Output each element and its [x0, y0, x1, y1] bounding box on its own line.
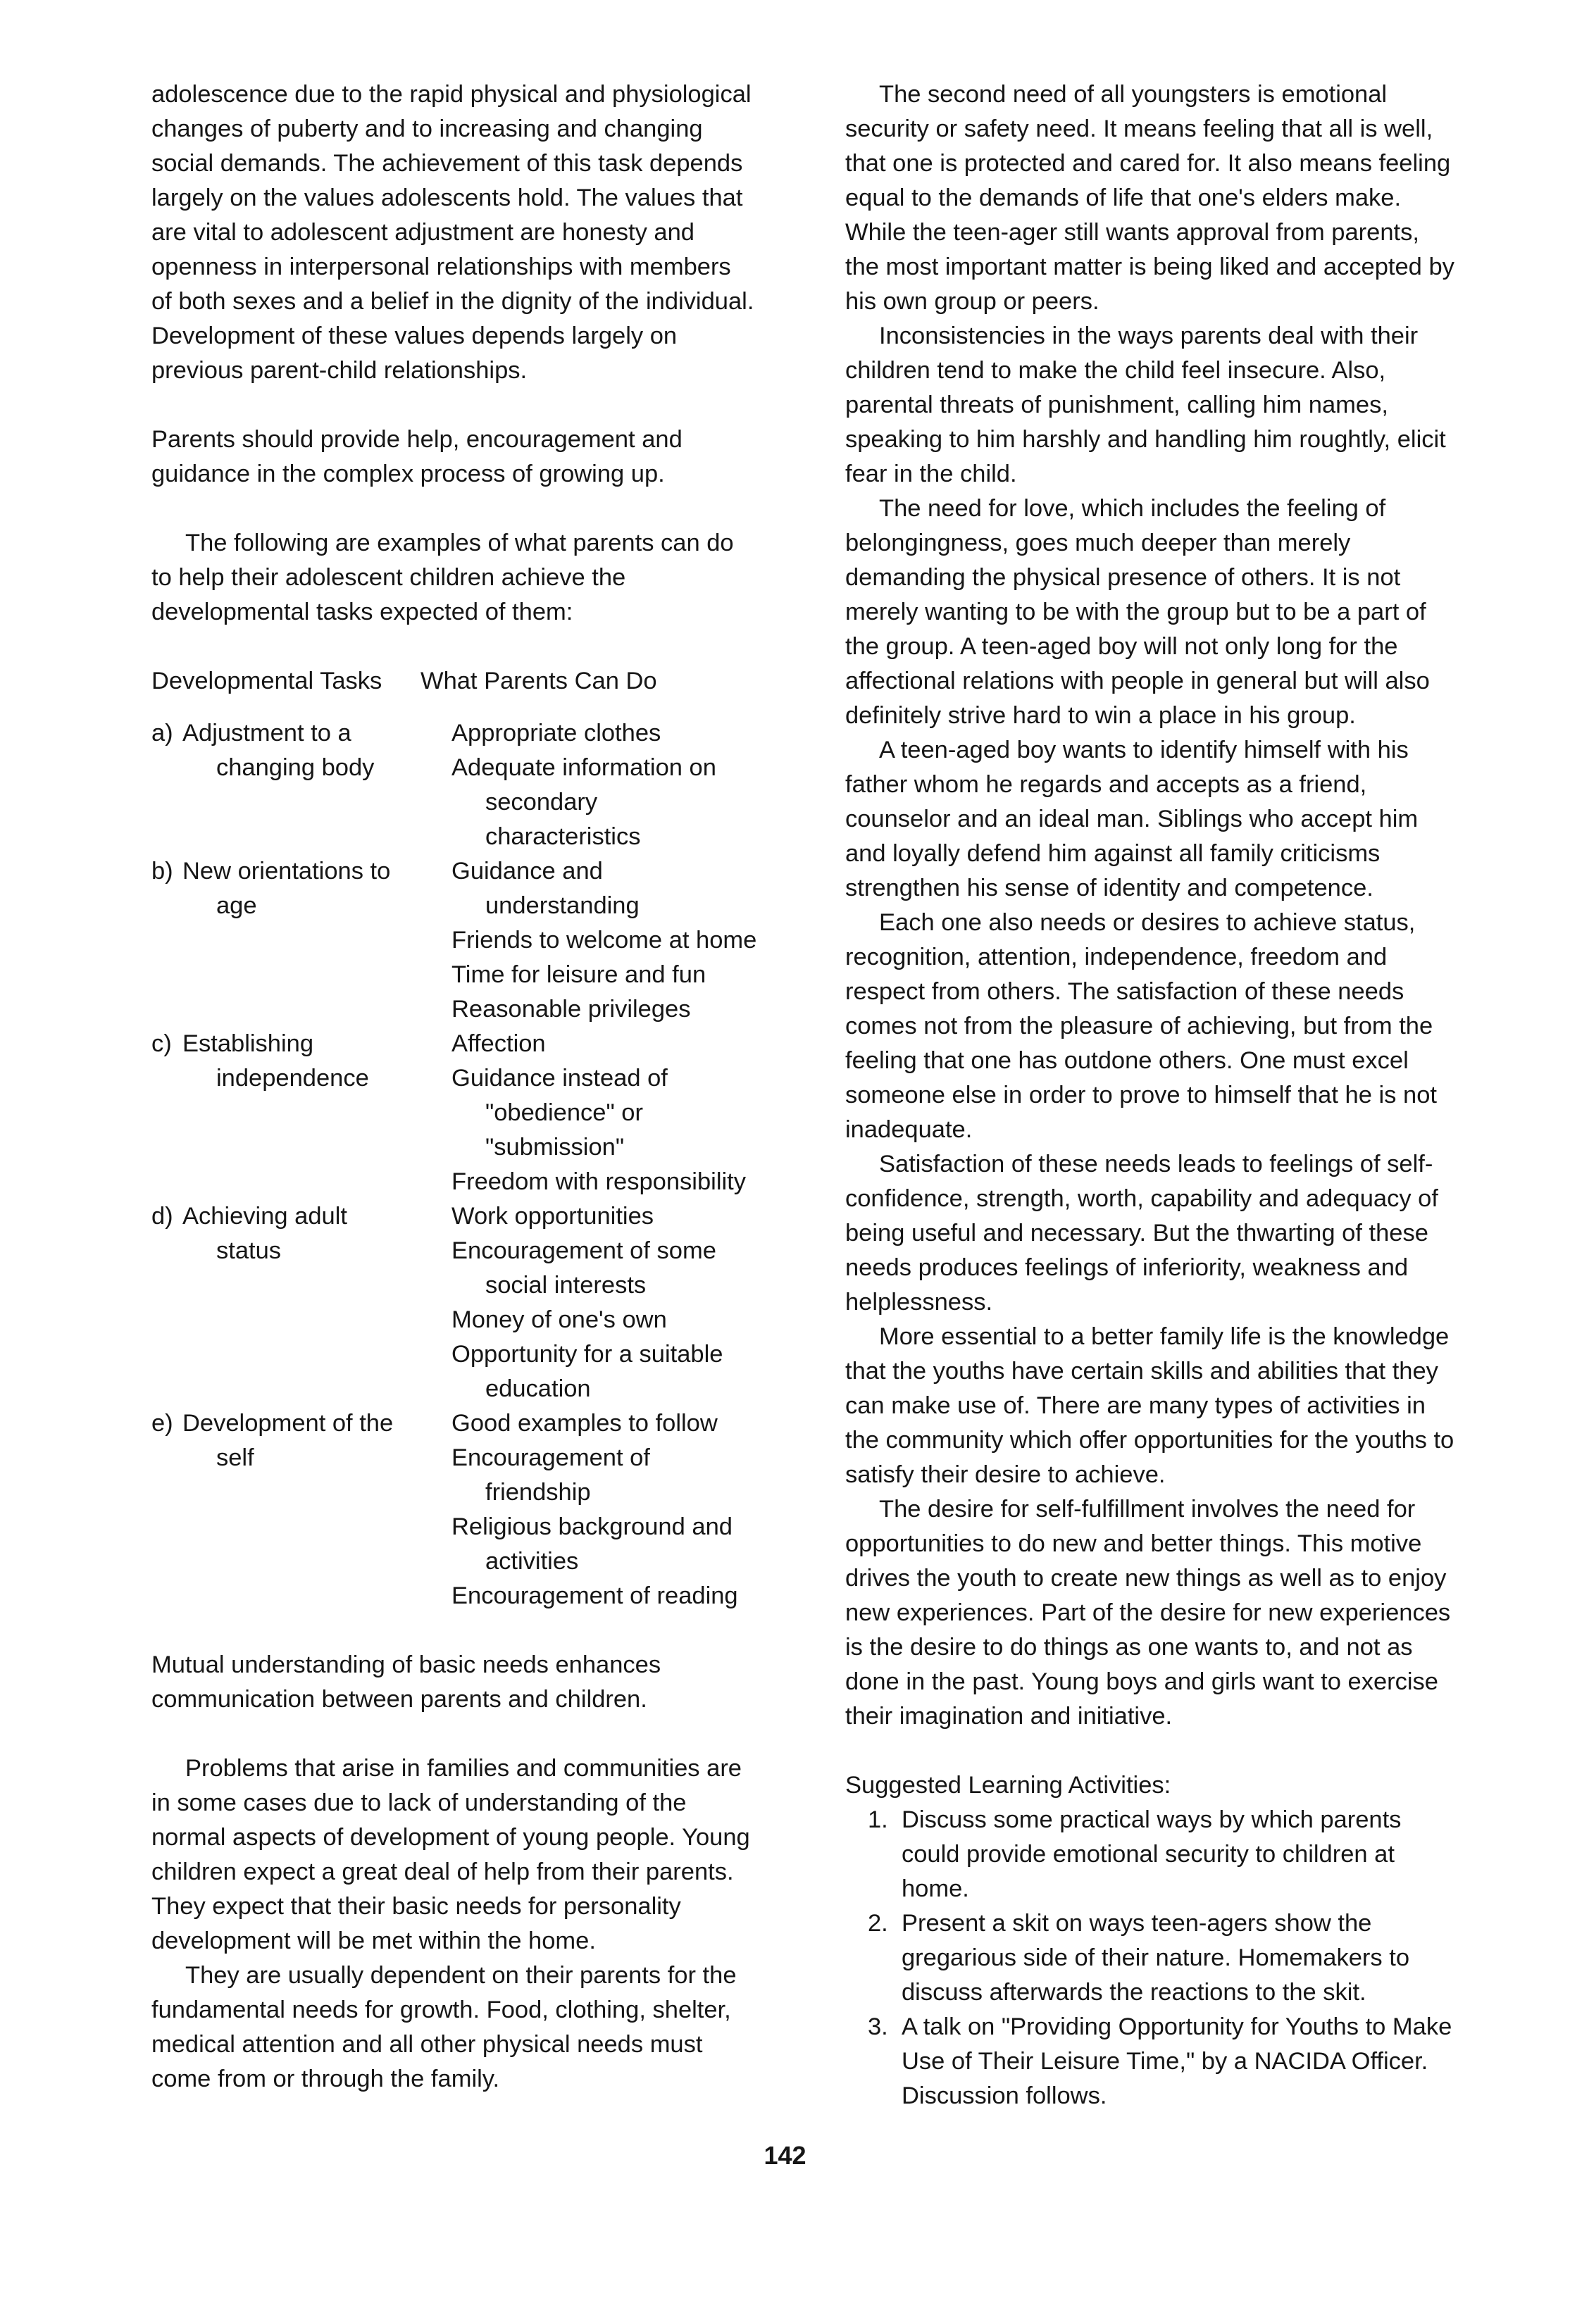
parent-action-item: Money of one's own: [451, 1306, 667, 1333]
task-label: [182, 854, 390, 1027]
task-label-line: Development of the: [182, 1410, 394, 1437]
task-label-line: independence: [216, 1065, 369, 1092]
right-paragraph-6: Satisfaction of these needs leads to feelings of self-confidence, strength, worth, capability and adequacy of being useful and necessary. But the thwarting of these needs produces feelings of inferiority, weakness and helplessness.: [845, 1151, 1438, 1316]
left-paragraph-6: They are usually dependent on their parents for the fundamental needs for growth. Food, clothing, shelter, medical attention and all other physical needs must come from or through the family.: [151, 1962, 737, 2092]
suggested-activities-title: Suggested Learning Activities:: [845, 1772, 1171, 1799]
activity-item: [845, 1803, 1454, 1906]
activity-item: [845, 1906, 1454, 2010]
parent-action-item: Friends to welcome at home: [451, 927, 757, 954]
task-cell: [151, 1406, 451, 1613]
task-row: [151, 716, 757, 854]
parent-action-item: Religious background and activities: [451, 1513, 733, 1575]
task-label-line: changing body: [216, 754, 375, 781]
task-label-line: self: [216, 1444, 254, 1471]
right-column: [845, 77, 1454, 2113]
task-row: [151, 1406, 757, 1613]
task-label: [182, 1027, 369, 1199]
parent-actions: [451, 1199, 757, 1406]
task-letter: e): [151, 1410, 173, 1437]
task-label-line: Adjustment to a: [182, 720, 351, 746]
parent-action-item: Encouragement of friendship: [451, 1444, 650, 1506]
left-paragraph-3: The following are examples of what parents can do to help their adolescent children achieve the developmental tasks expected of them:: [151, 530, 734, 625]
tasks-table-header: [151, 664, 757, 699]
right-paragraph-1: The second need of all youngsters is emotional security or safety need. It means feeling that all is well, that one is protected and cared for. It also means feeling equal to the demands of life that one's elders make. While the teen-ager still wants approval from parents, the most important matter is being liked and accepted by his own group or peers.: [845, 81, 1454, 315]
task-cell: [151, 854, 451, 1027]
task-label-line: age: [216, 892, 257, 919]
task-letter: a): [151, 720, 173, 746]
left-paragraph-4: Mutual understanding of basic needs enhances communication between parents and children.: [151, 1651, 661, 1713]
task-cell: [151, 716, 451, 854]
activities-list: [845, 1803, 1454, 2113]
parent-actions: [451, 1027, 757, 1199]
task-label-line: Establishing: [182, 1030, 314, 1057]
task-letter: c): [151, 1030, 172, 1057]
task-row: [151, 1027, 757, 1199]
parent-action-item: Opportunity for a suitable education: [451, 1341, 723, 1402]
right-paragraph-3: The need for love, which includes the feeling of belongingness, goes much deeper than merely demanding the physical presence of others. It is not merely wanting to be with the group but to be a part of the group. A teen-aged boy will not only long for the affectional relations with people in general but will also definitely strive hard to win a place in his group.: [845, 495, 1430, 729]
parent-action-item: Affection: [451, 1030, 546, 1057]
activity-item: [845, 2010, 1454, 2113]
task-row: [151, 854, 757, 1027]
parent-action-item: Time for leisure and fun: [451, 961, 706, 988]
header-what-parents-can-do: What Parents Can Do: [420, 668, 657, 694]
parent-action-item: Adequate information on secondary characteristics: [451, 754, 716, 850]
parent-action-item: Appropriate clothes: [451, 720, 661, 746]
left-paragraph-1: adolescence due to the rapid physical and physiological changes of puberty and to increasing and changing social demands. The achievement of this task depends largely on the values adolescents hold. The values that are vital to adolescent adjustment are honesty and openness in interpersonal relationships with members of both sexes and a belief in the dignity of the individual. Development of these values depends largely on previous parent-child relationships.: [151, 81, 754, 384]
parent-action-item: Work opportunities: [451, 1203, 654, 1230]
task-label: [182, 1199, 347, 1406]
right-paragraph-7: More essential to a better family life is the knowledge that the youths have certain skills and abilities that they can make use of. There are many types of activities in the community which offer opportunities for the youths to satisfy their desire to achieve.: [845, 1323, 1454, 1488]
parent-action-item: Good examples to follow: [451, 1410, 718, 1437]
task-label: [182, 716, 374, 854]
task-row: [151, 1199, 757, 1406]
right-paragraph-8: The desire for self-fulfillment involves the need for opportunities to do new and better things. This motive drives the youth to create new things as well as to enjoy new experiences. Part of the desire for new experiences is the desire to do things as one wants to, and not as done in the past. Young boys and girls want to exercise their imagination and initiative.: [845, 1496, 1451, 1730]
parent-actions: [451, 1406, 757, 1613]
activity-number: 1.: [868, 1806, 888, 1833]
left-paragraph-2: Parents should provide help, encouragement and guidance in the complex process of growing up.: [151, 426, 683, 487]
activity-text: A talk on "Providing Opportunity for Youths to Make Use of Their Leisure Time," by a NACIDA Officer. Discussion follows.: [902, 2013, 1452, 2109]
activity-number: 2.: [868, 1910, 888, 1937]
task-label: [182, 1406, 393, 1613]
right-paragraph-2: Inconsistencies in the ways parents deal with their children tend to make the child feel insecure. Also, parental threats of punishment, calling him names, speaking to him harshly and handling him roughtly, elicit fear in the child.: [845, 323, 1446, 487]
task-label-line: New orientations to: [182, 858, 391, 885]
right-paragraph-5: Each one also needs or desires to achieve status, recognition, attention, independence, freedom and respect from others. The satisfaction of these needs comes not from the pleasure of achieving, but from the feeling that one has outdone others. One must excel someone else in order to prove to himself that he is not inadequate.: [845, 909, 1437, 1143]
parent-actions: [451, 854, 757, 1027]
activity-number: 3.: [868, 2013, 888, 2040]
parent-action-item: Encouragement of reading: [451, 1582, 738, 1609]
task-cell: [151, 1199, 451, 1406]
parent-action-item: Guidance and understanding: [451, 858, 640, 919]
tasks-table: [151, 716, 757, 1613]
task-letter: b): [151, 858, 173, 885]
left-paragraph-5: Problems that arise in families and communities are in some cases due to lack of understanding of the normal aspects of development of young people. Young children expect a great deal of help from their parents. They expect that their basic needs for personality development will be met within the home.: [151, 1755, 750, 1954]
task-label-line: status: [216, 1237, 282, 1264]
header-developmental-tasks: Developmental Tasks: [151, 668, 382, 694]
parent-action-item: Freedom with responsibility: [451, 1168, 746, 1195]
task-letter: d): [151, 1203, 173, 1230]
parent-action-item: Guidance instead of "obedience" or "submission": [451, 1065, 668, 1161]
parent-action-item: Encouragement of some social interests: [451, 1237, 716, 1299]
activity-text: Discuss some practical ways by which parents could provide emotional security to children at home.: [902, 1806, 1402, 1902]
task-label-line: Achieving adult: [182, 1203, 347, 1230]
page-number: 142: [764, 2141, 806, 2170]
activity-text: Present a skit on ways teen-agers show the gregarious side of their nature. Homemakers to discuss afterwards the reactions to the skit.: [902, 1910, 1410, 2006]
left-column: [151, 77, 757, 2097]
right-paragraph-4: A teen-aged boy wants to identify himself with his father whom he regards and accepts as a friend, counselor and an ideal man. Siblings who accept him and loyally defend him against all family criticisms strengthen his sense of identity and competence.: [845, 737, 1419, 901]
parent-actions: [451, 716, 757, 854]
task-cell: [151, 1027, 451, 1199]
parent-action-item: Reasonable privileges: [451, 996, 691, 1023]
